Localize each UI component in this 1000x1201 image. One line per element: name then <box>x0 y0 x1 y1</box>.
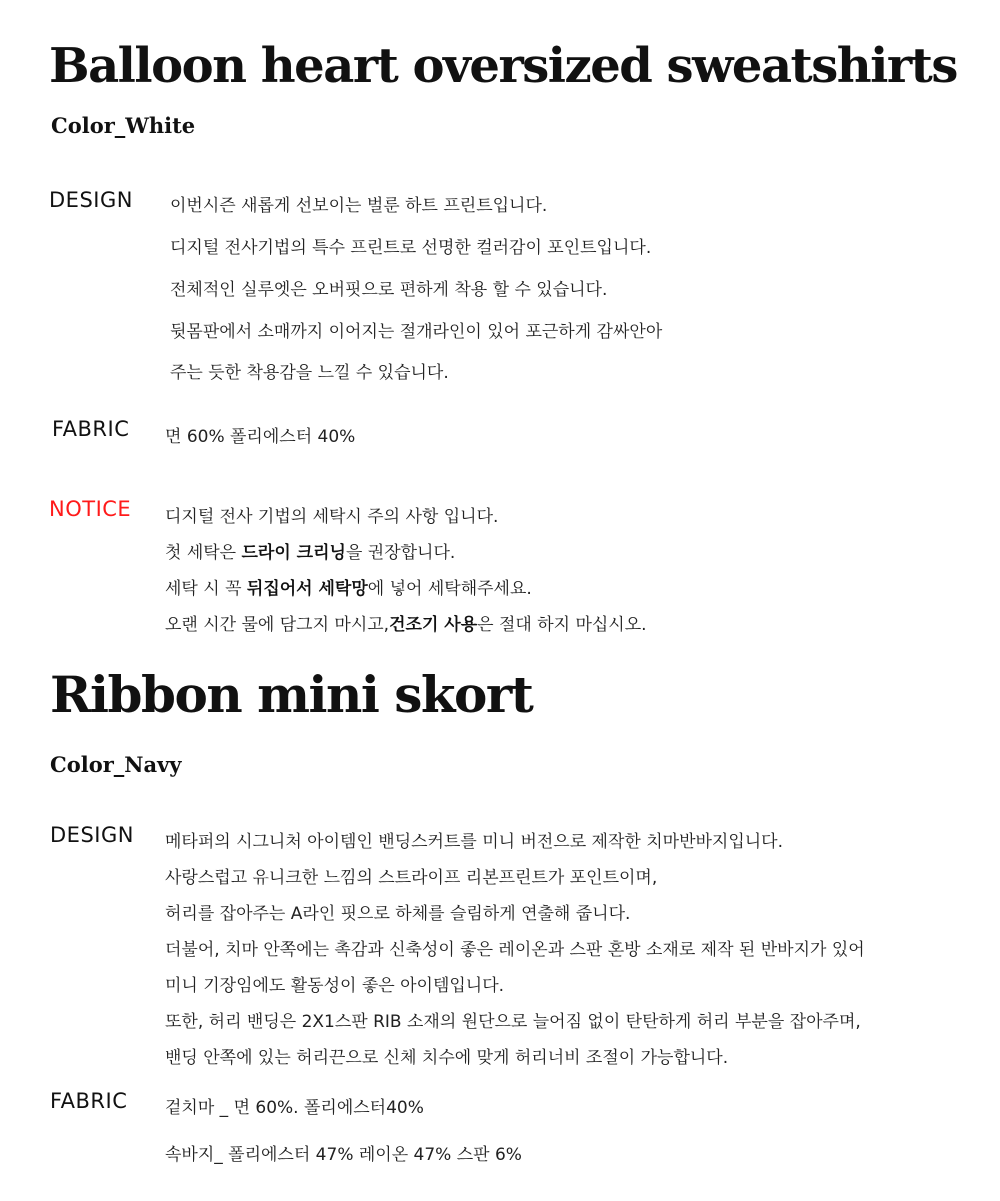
design-line: 또한, 허리 밴딩은 2X1스판 RIB 소재의 원단으로 늘어짐 없이 탄탄하게 허리 부분을 잡아주며, <box>165 1012 861 1032</box>
design-line: 뒷몸판에서 소매까지 이어지는 절개라인이 있어 포근하게 감싸안아 <box>170 322 663 342</box>
notice-emphasis: 건조기 사용 <box>389 615 478 635</box>
fabric-label: FABRIC <box>50 1089 128 1113</box>
notice-label: NOTICE <box>49 497 132 521</box>
product-color: Color_White <box>51 113 196 138</box>
fabric-label: FABRIC <box>52 417 130 441</box>
design-label: DESIGN <box>49 188 133 212</box>
fabric-text: 겉치마 _ 면 60%. 폴리에스터40% <box>165 1098 424 1118</box>
notice-line: 첫 세탁은 드라이 크리닝을 권장합니다. <box>165 543 456 563</box>
design-line: 주는 듯한 착용감을 느낄 수 있습니다. <box>170 363 449 383</box>
design-line: 디지털 전사기법의 특수 프린트로 선명한 컬러감이 포인트입니다. <box>170 238 652 258</box>
fabric-text: 속바지_ 폴리에스터 47% 레이온 47% 스판 6% <box>165 1145 522 1165</box>
product-title: Balloon heart oversized sweatshirts <box>49 38 957 94</box>
design-label: DESIGN <box>50 823 134 847</box>
design-line: 밴딩 안쪽에 있는 허리끈으로 신체 치수에 맞게 허리너비 조절이 가능합니다. <box>165 1048 729 1068</box>
design-line: 이번시즌 새롭게 선보이는 벌룬 하트 프린트입니다. <box>170 196 548 216</box>
design-line: 사랑스럽고 유니크한 느낌의 스트라이프 리본프린트가 포인트이며, <box>165 868 658 888</box>
notice-line: 디지털 전사 기법의 세탁시 주의 사항 입니다. <box>165 507 499 527</box>
fabric-text: 면 60% 폴리에스터 40% <box>165 427 356 447</box>
notice-emphasis: 뒤집어서 세탁망 <box>246 579 368 599</box>
design-line: 더불어, 치마 안쪽에는 촉감과 신축성이 좋은 레이온과 스판 혼방 소재로 제작 된 반바지가 있어 <box>165 940 865 960</box>
design-line: 미니 기장임에도 활동성이 좋은 아이템입니다. <box>165 976 505 996</box>
notice-line: 세탁 시 꼭 뒤집어서 세탁망에 넣어 세탁해주세요. <box>165 579 532 599</box>
design-line: 허리를 잡아주는 A라인 핏으로 하체를 슬림하게 연출해 줍니다. <box>165 904 631 924</box>
product-title: Ribbon mini skort <box>50 665 533 724</box>
product-color: Color_Navy <box>50 752 182 777</box>
notice-emphasis: 드라이 크리닝 <box>241 543 346 563</box>
design-line: 메타퍼의 시그니처 아이템인 밴딩스커트를 미니 버전으로 제작한 치마반바지입니다. <box>165 832 783 852</box>
design-line: 전체적인 실루엣은 오버핏으로 편하게 착용 할 수 있습니다. <box>170 280 608 300</box>
notice-line: 오랜 시간 물에 담그지 마시고,건조기 사용은 절대 하지 마십시오. <box>165 615 647 635</box>
